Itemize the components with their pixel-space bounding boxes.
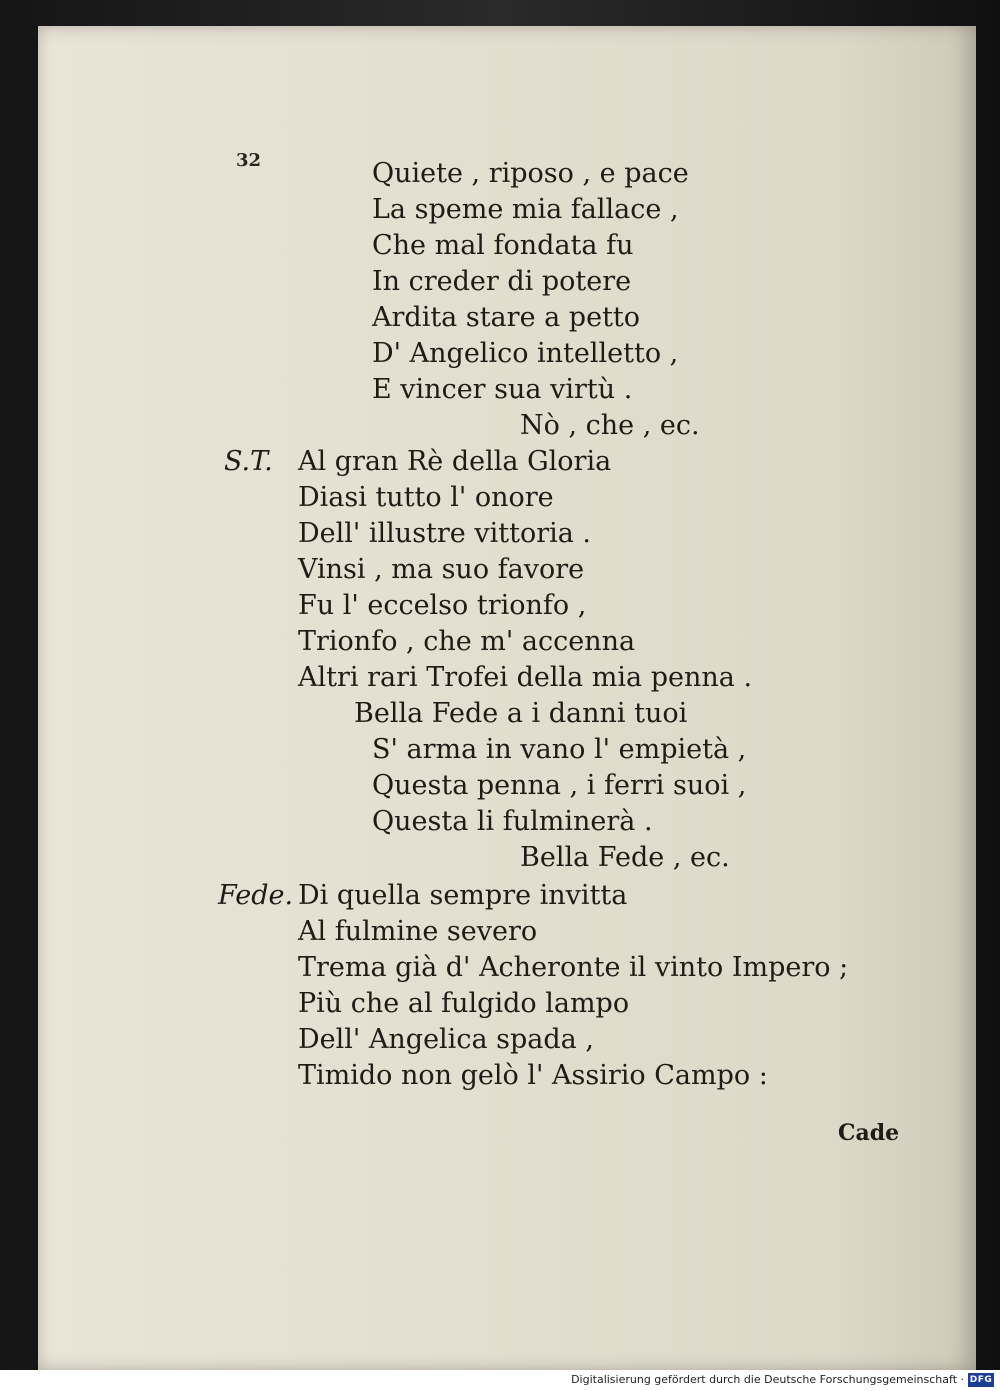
verse-line: Timido non gelò l' Assirio Campo :	[298, 1060, 768, 1091]
verse-line: Diasi tutto l' onore	[298, 482, 554, 513]
verse-line: Al fulmine severo	[298, 916, 538, 947]
verse-line: La speme mia fallace ,	[372, 194, 679, 225]
footer-credit: Digitalisierung gefördert durch die Deutsche Forschungsgemeinschaft ·	[571, 1373, 964, 1386]
verse-text	[38, 26, 976, 1370]
verse-line: D' Angelico intelletto ,	[372, 338, 679, 369]
verse-line: In creder di potere	[372, 266, 632, 297]
verse-line: Trema già d' Acheronte il vinto Impero ;	[298, 952, 849, 983]
refrain-line: Nò , che , ec.	[520, 410, 700, 441]
refrain-line: Bella Fede , ec.	[520, 842, 730, 873]
verse-line: Altri rari Trofei della mia penna .	[298, 662, 753, 693]
verse-line: S' arma in vano l' empietà ,	[372, 734, 747, 765]
verse-line: Vinsi , ma suo favore	[298, 554, 585, 585]
dfg-logo-icon: DFG	[969, 1375, 993, 1385]
speaker-label: S.T.	[224, 446, 273, 477]
digitization-footer	[0, 1370, 1000, 1391]
verse-line: Quiete , riposo , e pace	[372, 158, 689, 189]
verse-line: Dell' Angelica spada ,	[298, 1024, 594, 1055]
verse-line: Al gran Rè della Gloria	[298, 446, 612, 477]
verse-line: Ardita stare a petto	[372, 302, 641, 333]
verse-line: Dell' illustre vittoria .	[298, 518, 592, 549]
verse-line: Più che al fulgido lampo	[298, 988, 630, 1019]
verse-line: E vincer sua virtù .	[372, 374, 633, 405]
page-number: 32	[236, 150, 262, 171]
verse-line: Questa li fulminerà .	[372, 806, 653, 837]
verse-line: Trionfo , che m' accenna	[298, 626, 636, 657]
speaker-label: Fede.	[218, 880, 294, 911]
verse-line: Fu l' eccelso trionfo ,	[298, 590, 587, 621]
verse-line: Questa penna , i ferri suoi ,	[372, 770, 747, 801]
book-page	[38, 26, 976, 1370]
verse-line: Che mal fondata fu	[372, 230, 634, 261]
verse-line: Bella Fede a i danni tuoi	[354, 698, 688, 729]
verse-line: Di quella sempre invitta	[298, 880, 628, 911]
catchword: Cade	[838, 1120, 900, 1146]
